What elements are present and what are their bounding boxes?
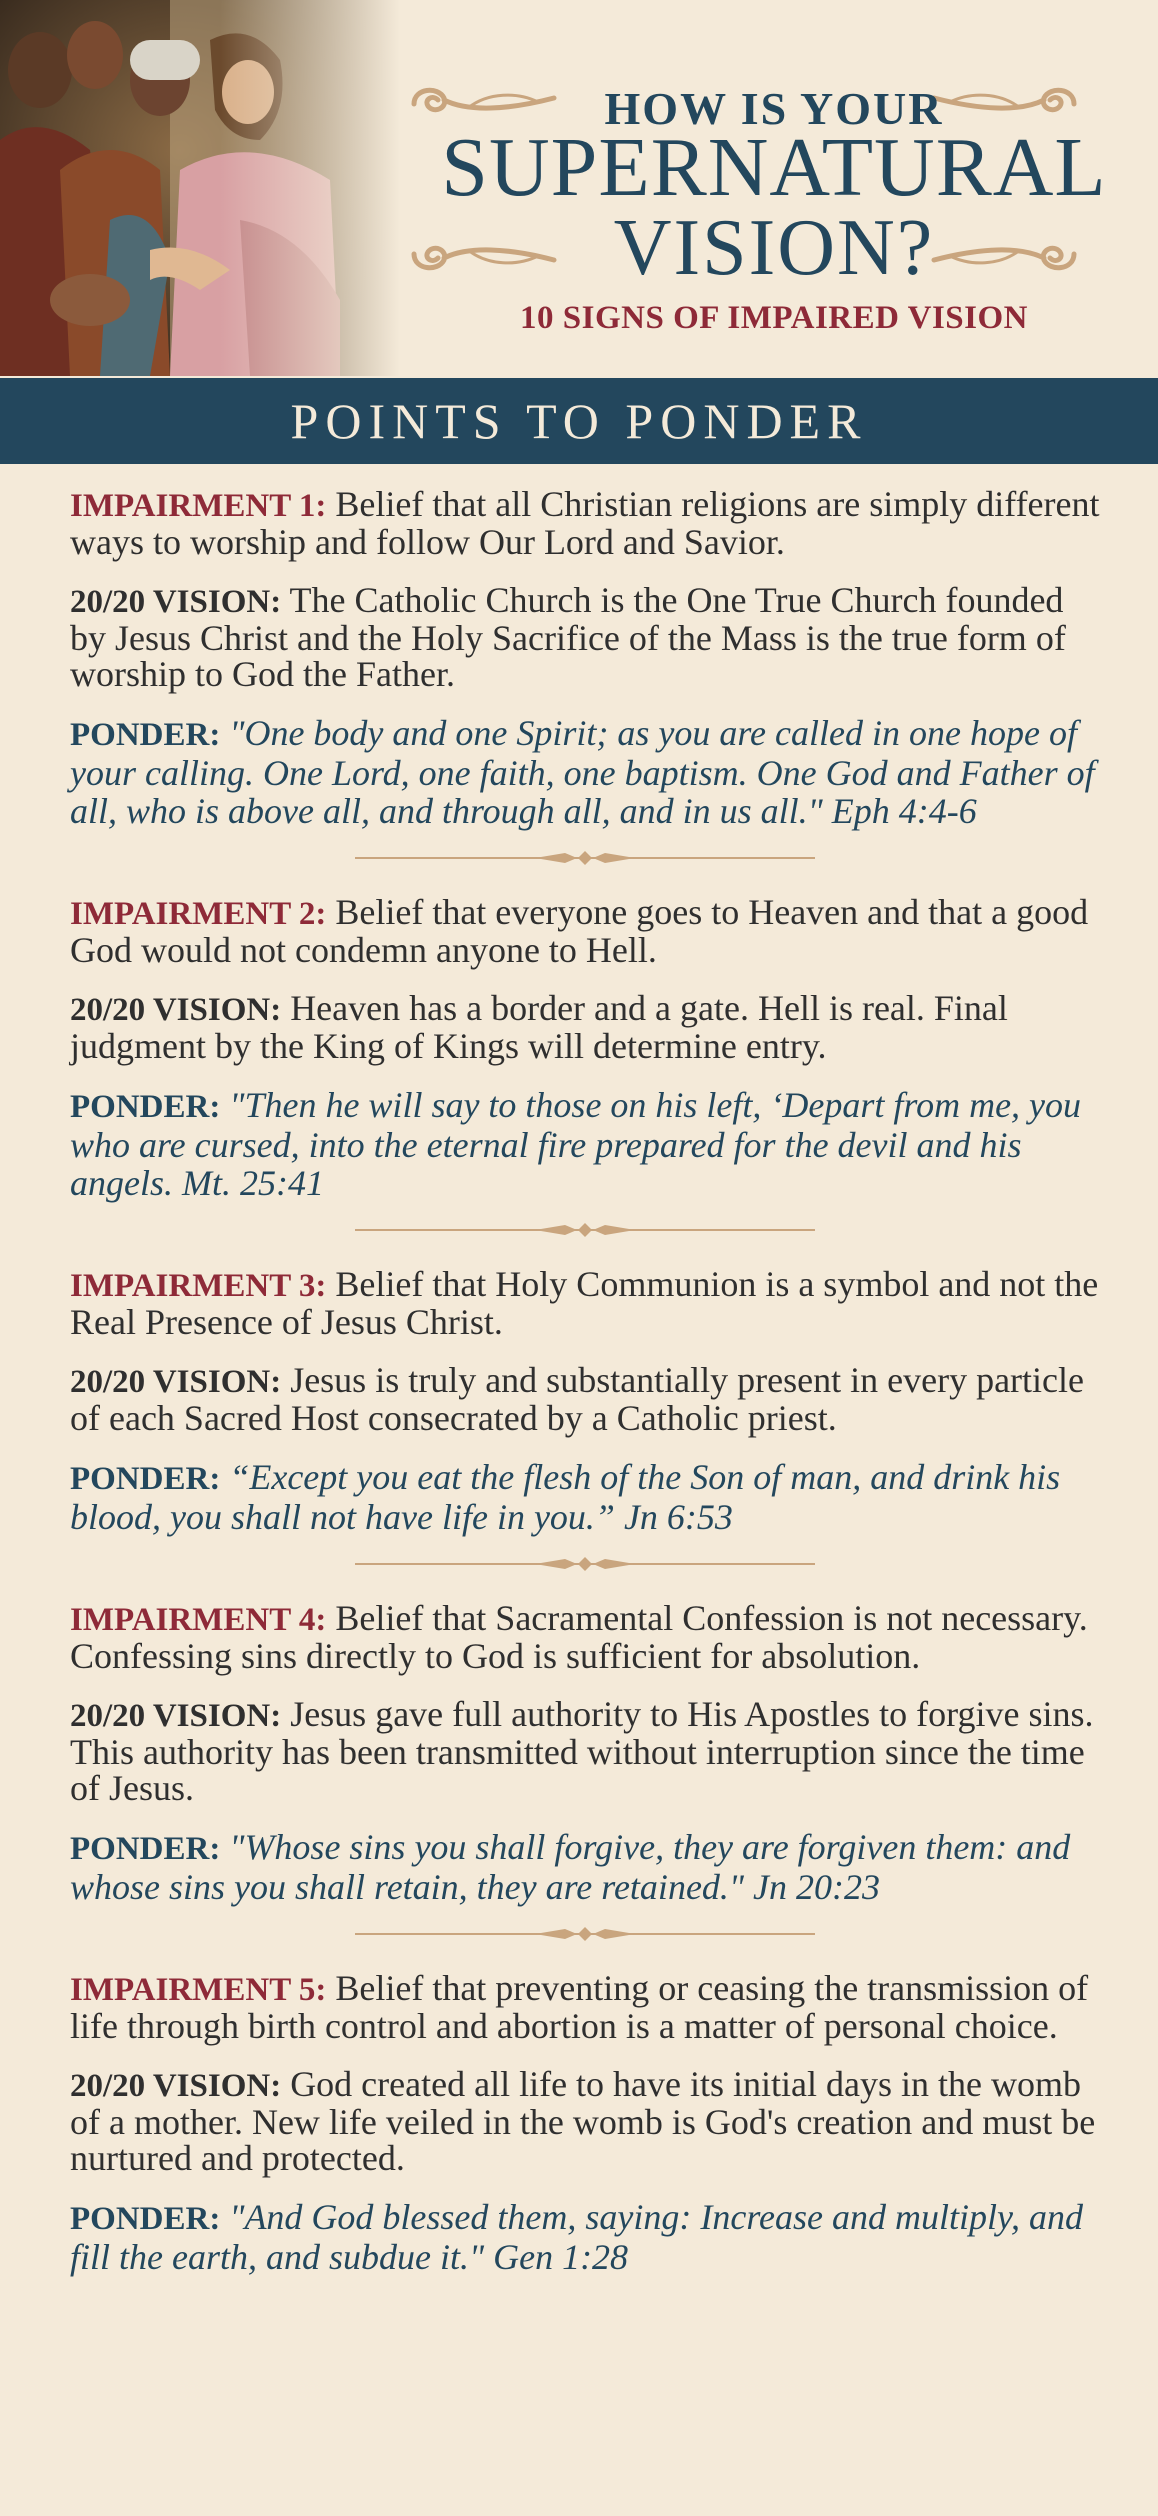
ponder-label: PONDER: — [70, 1461, 221, 1497]
vision-label: 20/20 VISION: — [70, 1364, 282, 1400]
ornamental-divider-icon — [355, 1924, 815, 1944]
impairment-item — [70, 486, 1100, 868]
ponder-text — [70, 2198, 1100, 2276]
impairment-item — [70, 894, 1100, 1240]
impairment-body: Belief that preventing or ceasing the transmission of life through birth control and abortion is a matter of personal choice. — [70, 1968, 1089, 2046]
vision-text — [70, 990, 1100, 1064]
banner-title: POINTS TO PONDER — [290, 393, 868, 449]
title-line-3: VISION? — [613, 204, 935, 292]
title-line-2: SUPERNATURAL — [441, 121, 1107, 214]
title-line-1: HOW IS YOUR — [604, 83, 944, 134]
impairment-label: IMPAIRMENT 4: — [70, 1602, 327, 1638]
vision-body: Heaven has a border and a gate. Hell is real. Final judgment by the King of Kings will determine entry. — [70, 988, 1008, 1066]
impairment-body: Belief that Sacramental Confession is not necessary. Confessing sins directly to God is sufficient for absolution. — [70, 1598, 1088, 1676]
vision-text — [70, 1696, 1100, 1806]
vision-body: The Catholic Church is the One True Church founded by Jesus Christ and the Holy Sacrifice of the Mass is the true form of worship to God the Father. — [70, 580, 1066, 694]
impairment-body: Belief that Holy Communion is a symbol and not the Real Presence of Jesus Christ. — [70, 1264, 1099, 1342]
vision-body: Jesus gave full authority to His Apostles to forgive sins. This authority has been transmitted without interruption since the time of Jesus. — [70, 1694, 1094, 1808]
ponder-quote: “Except you eat the flesh of the Son of man, and drink his blood, you shall not have life in you.” Jn 6:53 — [70, 1457, 1061, 1537]
ornamental-divider-icon — [355, 1554, 815, 1574]
title-block — [390, 0, 1158, 376]
vision-text — [70, 2066, 1100, 2176]
impairment-text — [70, 1970, 1100, 2044]
impairment-label: IMPAIRMENT 2: — [70, 896, 327, 932]
vision-label: 20/20 VISION: — [70, 992, 282, 1028]
ponder-text — [70, 714, 1100, 830]
ponder-label: PONDER: — [70, 717, 221, 753]
vision-text — [70, 1362, 1100, 1436]
impairment-text — [70, 486, 1100, 560]
vision-text — [70, 582, 1100, 692]
section-banner — [0, 378, 1158, 464]
ponder-quote: "Then he will say to those on his left, ‘Depart from me, you who are cursed, into the eternal fire prepared for the devil and his angels. Mt. 25:41 — [70, 1085, 1082, 1203]
impairment-list — [70, 486, 1100, 2294]
ponder-quote: "Whose sins you shall forgive, they are forgiven them: and whose sins you shall retain, they are retained." Jn 20:23 — [70, 1827, 1071, 1907]
ornamental-divider-icon — [355, 848, 815, 868]
ponder-text — [70, 1086, 1100, 1202]
impairment-body: Belief that all Christian religions are simply different ways to worship and follow Our Lord and Savior. — [70, 484, 1100, 562]
vision-label: 20/20 VISION: — [70, 1698, 282, 1734]
header — [0, 0, 1158, 376]
impairment-body: Belief that everyone goes to Heaven and that a good God would not condemn anyone to Hell. — [70, 892, 1089, 970]
ponder-label: PONDER: — [70, 2201, 221, 2237]
impairment-text — [70, 894, 1100, 968]
ponder-label: PONDER: — [70, 1831, 221, 1867]
vision-label: 20/20 VISION: — [70, 2068, 282, 2104]
impairment-label: IMPAIRMENT 1: — [70, 488, 327, 524]
impairment-label: IMPAIRMENT 3: — [70, 1268, 327, 1304]
vision-body: Jesus is truly and substantially present in every particle of each Sacred Host consecrated by a Catholic priest. — [70, 1360, 1084, 1438]
impairment-label: IMPAIRMENT 5: — [70, 1972, 327, 2008]
religious-painting-image — [0, 0, 400, 376]
ornamental-divider-icon — [355, 1220, 815, 1240]
ponder-quote: "And God blessed them, saying: Increase and multiply, and fill the earth, and subdue it." Gen 1:28 — [70, 2197, 1083, 2277]
vision-label: 20/20 VISION: — [70, 584, 282, 620]
impairment-item — [70, 1600, 1100, 1944]
impairment-text — [70, 1266, 1100, 1340]
impairment-text — [70, 1600, 1100, 1674]
ponder-quote: "One body and one Spirit; as you are called in one hope of your calling. One Lord, one faith, one baptism. One God and Father of all, who is above all, and through all, and in us all." Eph 4:4-6 — [70, 713, 1095, 831]
subtitle: 10 SIGNS OF IMPAIRED VISION — [520, 300, 1028, 336]
ponder-text — [70, 1828, 1100, 1906]
vision-body: God created all life to have its initial days in the womb of a mother. New life veiled in the womb is God's creation and must be nurtured and protected. — [70, 2064, 1096, 2178]
ponder-label: PONDER: — [70, 1089, 221, 1125]
impairment-item — [70, 1266, 1100, 1574]
ponder-text — [70, 1458, 1100, 1536]
impairment-item — [70, 1970, 1100, 2276]
